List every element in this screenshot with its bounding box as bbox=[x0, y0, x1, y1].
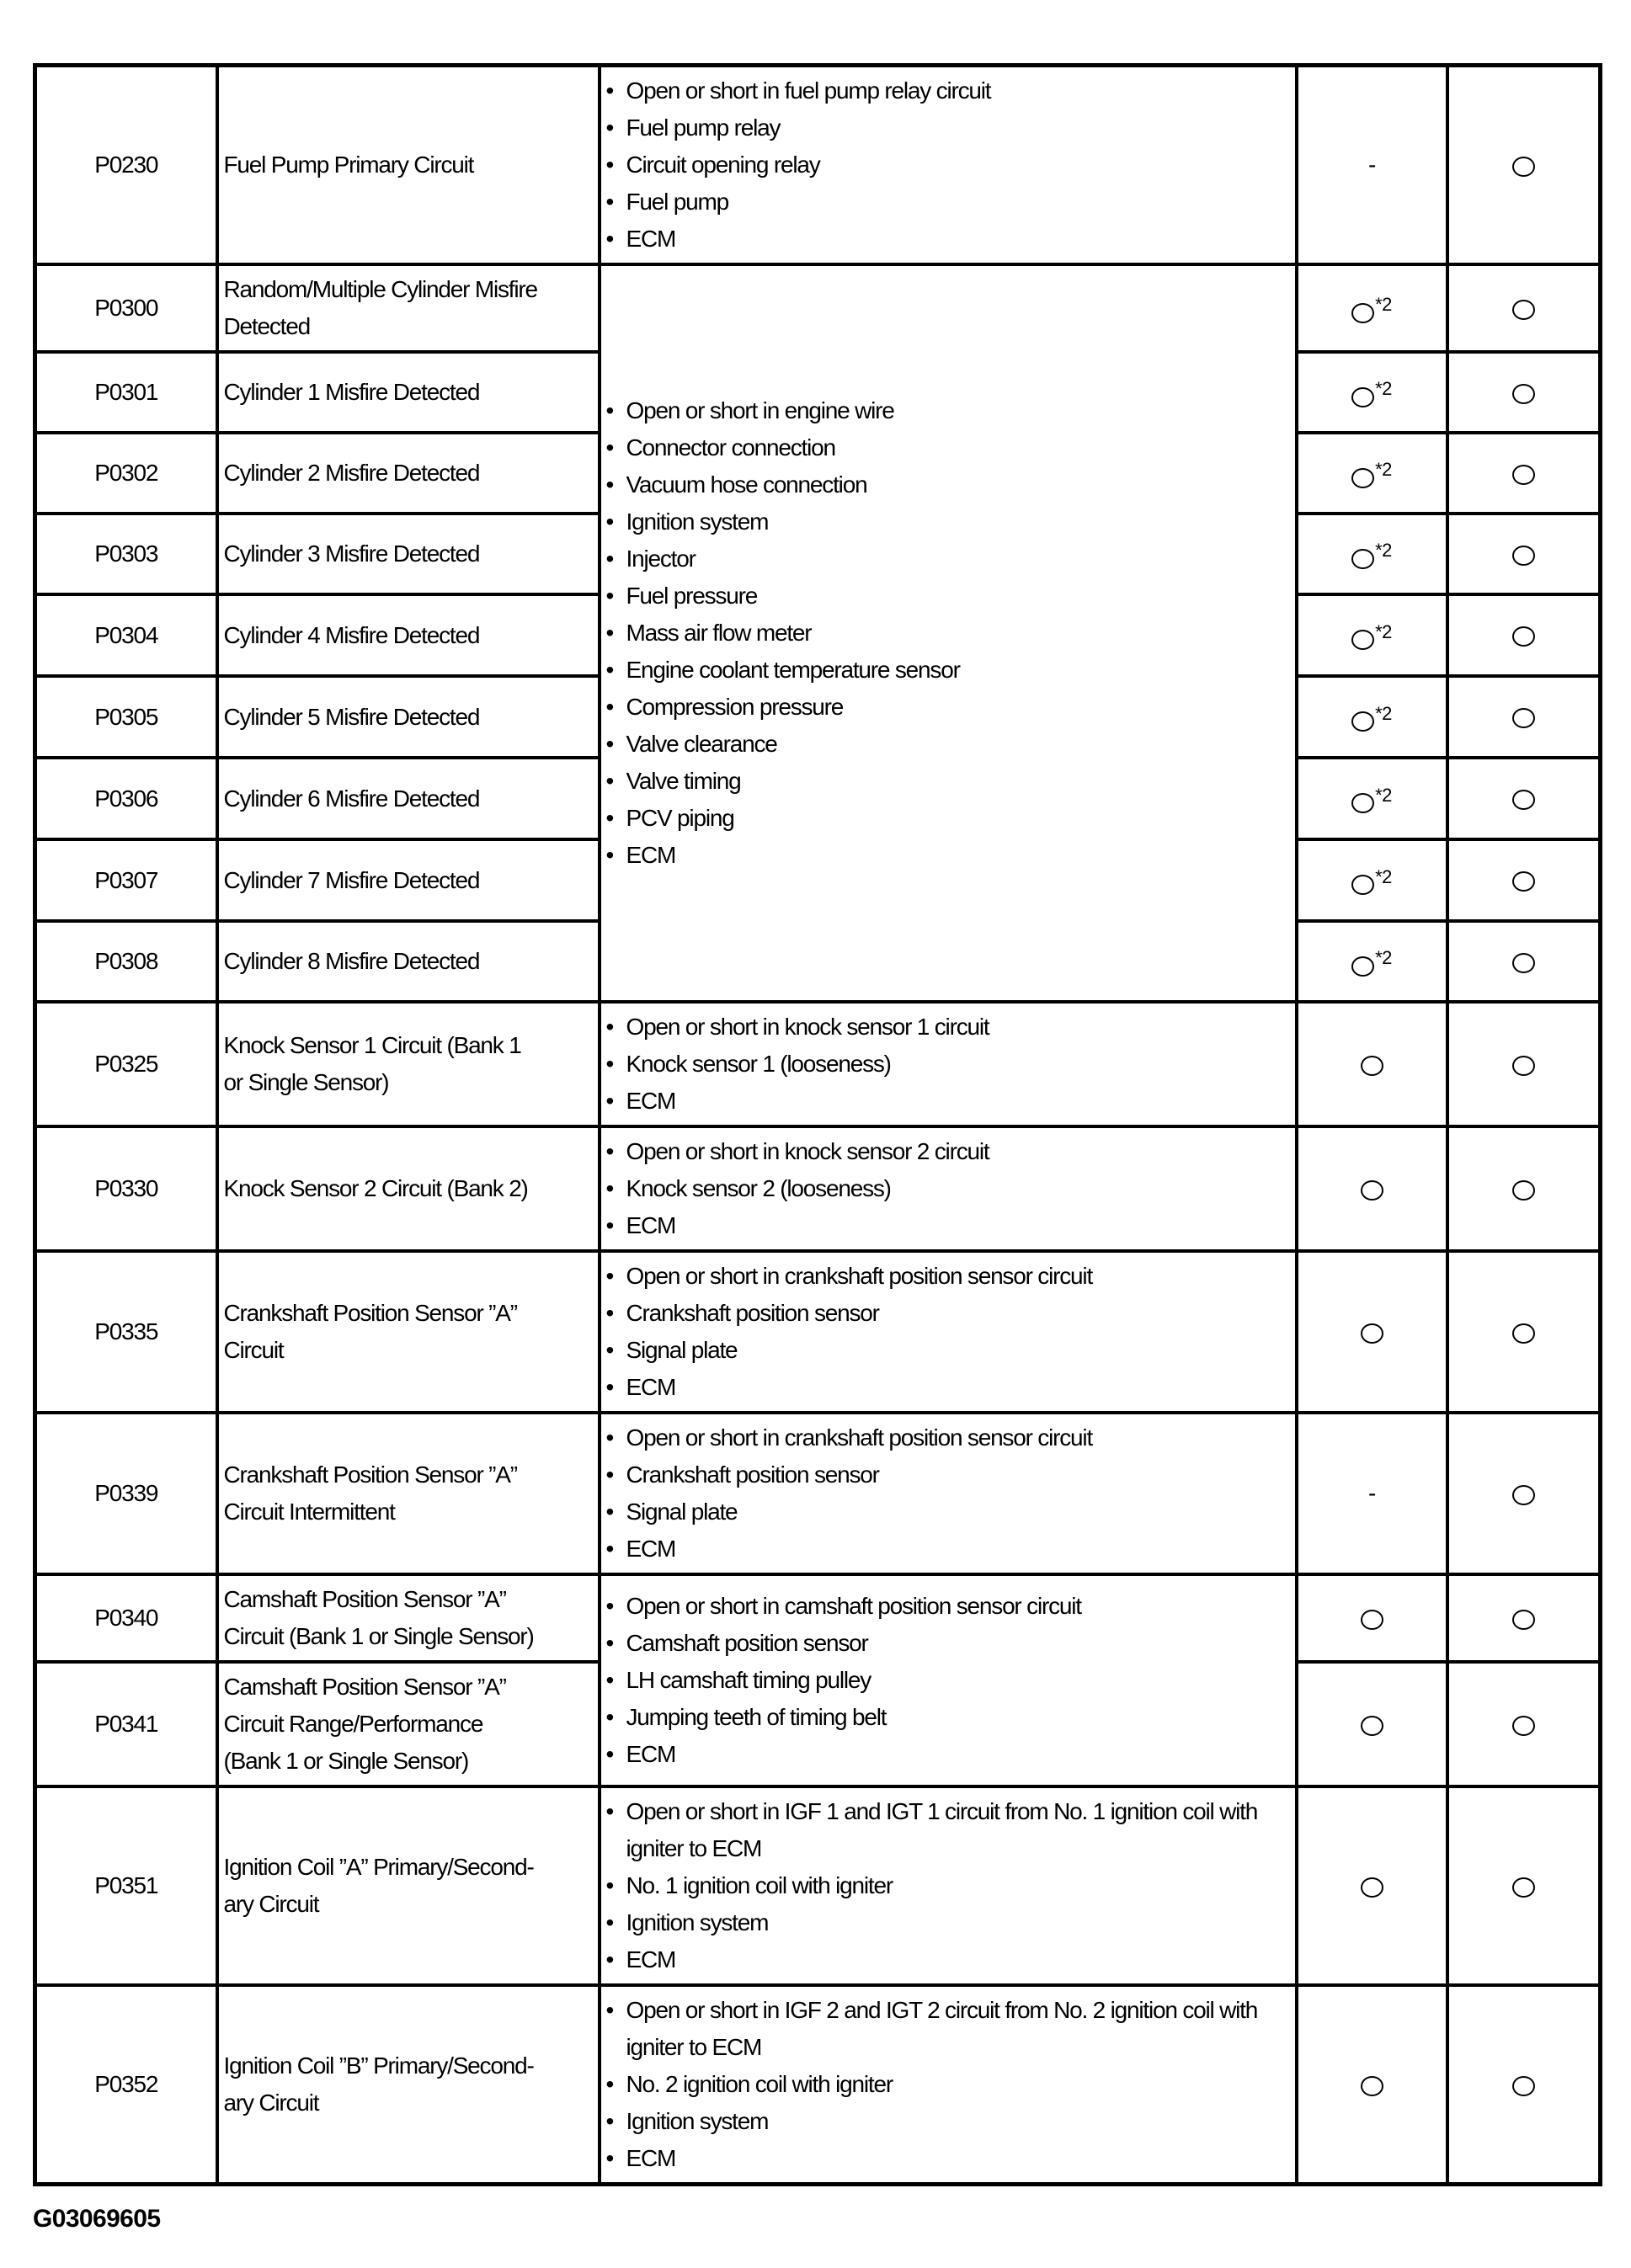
dtc-code-cell: P0351 bbox=[35, 1786, 217, 1985]
circle-mark-icon bbox=[1512, 1716, 1535, 1736]
mark-cell-2 bbox=[1447, 433, 1601, 514]
trouble-area-item bbox=[606, 503, 1290, 540]
circle-mark-icon bbox=[1512, 708, 1535, 728]
trouble-area-item bbox=[606, 1493, 1290, 1531]
trouble-area-item-text: Vacuum hose connection bbox=[626, 471, 867, 498]
mark-cell-1 bbox=[1297, 433, 1447, 514]
bullet-icon: • bbox=[605, 2071, 614, 2097]
trouble-area-item-text: Open or short in camshaft position sensor circuit bbox=[626, 1593, 1081, 1619]
mark-cell-1 bbox=[1297, 514, 1447, 594]
trouble-area-item-text: No. 2 ignition coil with igniter bbox=[626, 2071, 893, 2097]
bullet-icon: • bbox=[605, 77, 614, 104]
bullet-icon: • bbox=[605, 1704, 614, 1730]
trouble-area-item bbox=[606, 800, 1290, 837]
table-row-P0300 bbox=[35, 264, 1601, 352]
detection-item-text: Cylinder 3 Misfire Detected bbox=[223, 540, 480, 567]
circle-mark-icon bbox=[1512, 1056, 1535, 1076]
trouble-area-item bbox=[606, 1009, 1290, 1046]
circle-mark-icon bbox=[1512, 300, 1535, 320]
trouble-area-item-text: Open or short in IGF 2 and IGT 2 circuit from No. 2 ignition coil with igniter to ECM bbox=[626, 1997, 1258, 2060]
detection-item-cell bbox=[217, 1413, 600, 1574]
dtc-code-cell: P0330 bbox=[35, 1126, 217, 1251]
mark-cell-2 bbox=[1447, 921, 1601, 1002]
detection-item-cell bbox=[217, 1126, 600, 1251]
trouble-area-item-text: Connector connection bbox=[626, 434, 835, 461]
circle-mark-note: *2 bbox=[1375, 620, 1392, 642]
circle-mark-note: *2 bbox=[1375, 865, 1392, 887]
trouble-area-item bbox=[606, 184, 1290, 221]
mark-cell-1 bbox=[1297, 1251, 1447, 1413]
circle-mark-note: *2 bbox=[1375, 294, 1392, 315]
bullet-icon: • bbox=[605, 1798, 614, 1824]
circle-mark-note: *2 bbox=[1375, 540, 1392, 561]
trouble-area-item bbox=[606, 1456, 1290, 1493]
trouble-area-item-text: Open or short in IGF 1 and IGT 1 circuit from No. 1 ignition coil with igniter to ECM bbox=[626, 1798, 1258, 1861]
trouble-area-item-text: Fuel pump relay bbox=[626, 114, 781, 141]
circle-mark-note: *2 bbox=[1375, 784, 1392, 806]
bullet-icon: • bbox=[605, 1741, 614, 1767]
dtc-code-cell: P0304 bbox=[35, 594, 217, 676]
trouble-area-item bbox=[606, 1531, 1290, 1568]
trouble-area-item bbox=[606, 109, 1290, 146]
detection-item-text: Cylinder 6 Misfire Detected bbox=[223, 785, 480, 812]
bullet-icon: • bbox=[605, 1946, 614, 1973]
trouble-area-item bbox=[606, 221, 1290, 258]
detection-item-text: Random/Multiple Cylinder Misfire Detected bbox=[223, 276, 537, 339]
trouble-area-item bbox=[606, 1133, 1290, 1170]
trouble-area-item bbox=[606, 1369, 1290, 1406]
trouble-area-item-text: ECM bbox=[626, 2145, 676, 2171]
mark-cell-1 bbox=[1297, 1662, 1447, 1786]
bullet-icon: • bbox=[605, 1300, 614, 1326]
trouble-area-item-text: Valve clearance bbox=[626, 731, 777, 757]
dtc-code-cell: P0340 bbox=[35, 1574, 217, 1662]
dtc-code-cell: P0325 bbox=[35, 1002, 217, 1126]
trouble-area-item-text: ECM bbox=[626, 226, 676, 252]
trouble-area-item-text: Open or short in crankshaft position sensor circuit bbox=[626, 1424, 1093, 1451]
trouble-area-item bbox=[606, 837, 1290, 874]
circle-mark-icon bbox=[1361, 1180, 1383, 1201]
detection-item-text: Cylinder 7 Misfire Detected bbox=[223, 866, 480, 893]
mark-cell-1 bbox=[1297, 594, 1447, 676]
bullet-icon: • bbox=[605, 583, 614, 609]
trouble-area-item bbox=[606, 429, 1290, 466]
detection-item-text: Crankshaft Position Sensor ”A” Circuit bbox=[223, 1300, 517, 1363]
mark-cell-1 bbox=[1297, 264, 1447, 352]
trouble-area-item bbox=[606, 763, 1290, 800]
bullet-icon: • bbox=[605, 434, 614, 461]
trouble-area-item bbox=[606, 1258, 1290, 1295]
detection-item-cell bbox=[217, 1251, 600, 1413]
detection-item-cell bbox=[217, 1985, 600, 2185]
bullet-icon: • bbox=[605, 731, 614, 757]
dtc-code-cell: P0339 bbox=[35, 1413, 217, 1574]
detection-item-text: Cylinder 8 Misfire Detected bbox=[223, 948, 480, 974]
dtc-code-cell: P0341 bbox=[35, 1662, 217, 1786]
trouble-area-item-text: Open or short in knock sensor 1 circuit bbox=[626, 1014, 989, 1040]
trouble-area-item bbox=[606, 1941, 1290, 1978]
trouble-area-item-text: Signal plate bbox=[626, 1337, 738, 1363]
trouble-area-item-text: Crankshaft position sensor bbox=[626, 1300, 879, 1326]
bullet-icon: • bbox=[605, 114, 614, 141]
circle-mark-icon bbox=[1512, 1877, 1535, 1898]
detection-item-text: Fuel Pump Primary Circuit bbox=[223, 152, 474, 178]
trouble-area-item-text: Camshaft position sensor bbox=[626, 1630, 868, 1656]
mark-cell-2 bbox=[1447, 1786, 1601, 1985]
trouble-area-item bbox=[606, 72, 1290, 109]
table-row-P0351 bbox=[35, 1786, 1601, 1985]
bullet-icon: • bbox=[605, 1667, 614, 1693]
mark-cell-2 bbox=[1447, 352, 1601, 433]
trouble-area-item bbox=[606, 1793, 1290, 1867]
trouble-area-cell bbox=[600, 1574, 1297, 1786]
dtc-code-cell: P0300 bbox=[35, 264, 217, 352]
dtc-code-cell: P0303 bbox=[35, 514, 217, 594]
trouble-area-item-text: Ignition system bbox=[626, 1909, 769, 1935]
bullet-icon: • bbox=[605, 1088, 614, 1114]
trouble-area-item-text: ECM bbox=[626, 1946, 676, 1973]
trouble-area-item bbox=[606, 1904, 1290, 1941]
trouble-area-item bbox=[606, 392, 1290, 429]
mark-cell-2 bbox=[1447, 594, 1601, 676]
circle-mark-icon bbox=[1351, 468, 1374, 488]
trouble-area-item bbox=[606, 652, 1290, 689]
circle-mark-icon bbox=[1361, 1877, 1383, 1898]
mark-cell-2 bbox=[1447, 1413, 1601, 1574]
trouble-area-item-text: Open or short in knock sensor 2 circuit bbox=[626, 1138, 989, 1164]
mark-cell-2 bbox=[1447, 1985, 1601, 2185]
table-row-P0325 bbox=[35, 1002, 1601, 1126]
bullet-icon: • bbox=[605, 1630, 614, 1656]
circle-mark-note: *2 bbox=[1375, 378, 1392, 399]
bullet-icon: • bbox=[605, 1461, 614, 1488]
bullet-icon: • bbox=[605, 1872, 614, 1898]
mark-cell-2 bbox=[1447, 1574, 1601, 1662]
circle-mark-icon bbox=[1512, 384, 1535, 404]
circle-mark-icon bbox=[1512, 1610, 1535, 1630]
detection-item-text: Crankshaft Position Sensor ”A” Circuit Intermittent bbox=[223, 1461, 517, 1525]
trouble-area-cell bbox=[600, 66, 1297, 265]
bullet-icon: • bbox=[605, 805, 614, 831]
circle-mark-icon bbox=[1361, 1056, 1383, 1076]
bullet-icon: • bbox=[605, 1997, 614, 2023]
trouble-area-item bbox=[606, 615, 1290, 652]
bullet-icon: • bbox=[605, 620, 614, 646]
trouble-area-item-text: Circuit opening relay bbox=[626, 152, 820, 178]
trouble-area-item-text: PCV piping bbox=[626, 805, 734, 831]
trouble-area-item bbox=[606, 2066, 1290, 2103]
mark-cell-1 bbox=[1297, 1985, 1447, 2185]
dtc-code-cell: P0307 bbox=[35, 839, 217, 921]
circle-mark-icon bbox=[1351, 793, 1374, 813]
circle-mark-icon bbox=[1512, 953, 1535, 973]
detection-item-text: Knock Sensor 1 Circuit (Bank 1 or Single Sensor) bbox=[223, 1032, 521, 1095]
mark-cell-1 bbox=[1297, 1413, 1447, 1574]
trouble-area-item bbox=[606, 726, 1290, 763]
detection-item-cell bbox=[217, 66, 600, 265]
circle-mark-icon bbox=[1361, 1323, 1383, 1344]
mark-cell-2 bbox=[1447, 514, 1601, 594]
circle-mark-icon bbox=[1512, 626, 1535, 647]
dash-mark: - bbox=[1367, 1480, 1376, 1506]
circle-mark-icon bbox=[1512, 871, 1535, 892]
mark-cell-2 bbox=[1447, 1251, 1601, 1413]
trouble-area-item-text: Jumping teeth of timing belt bbox=[626, 1704, 887, 1730]
mark-cell-1 bbox=[1297, 66, 1447, 265]
bullet-icon: • bbox=[605, 768, 614, 794]
mark-cell-1 bbox=[1297, 921, 1447, 1002]
trouble-area-item-text: Engine coolant temperature sensor bbox=[626, 657, 960, 683]
trouble-area-cell bbox=[600, 1985, 1297, 2185]
circle-mark-icon bbox=[1361, 1610, 1383, 1630]
detection-item-cell bbox=[217, 839, 600, 921]
trouble-area-item-text: ECM bbox=[626, 1374, 676, 1400]
mark-cell-1 bbox=[1297, 1126, 1447, 1251]
bullet-icon: • bbox=[605, 471, 614, 498]
trouble-area-item-text: Valve timing bbox=[626, 768, 741, 794]
detection-item-cell bbox=[217, 676, 600, 758]
circle-mark-icon bbox=[1512, 1323, 1535, 1344]
bullet-icon: • bbox=[605, 2108, 614, 2134]
trouble-area-item bbox=[606, 1662, 1290, 1699]
bullet-icon: • bbox=[605, 1424, 614, 1451]
mark-cell-1 bbox=[1297, 839, 1447, 921]
table-row-P0230 bbox=[35, 66, 1601, 265]
circle-mark-note: *2 bbox=[1375, 702, 1392, 724]
mark-cell-1 bbox=[1297, 1002, 1447, 1126]
circle-mark-icon bbox=[1351, 387, 1374, 407]
bullet-icon: • bbox=[605, 1374, 614, 1400]
circle-mark-icon bbox=[1351, 875, 1374, 895]
circle-mark-icon bbox=[1512, 157, 1535, 177]
table-row-P0330 bbox=[35, 1126, 1601, 1251]
bullet-icon: • bbox=[605, 1593, 614, 1619]
trouble-area-item-text: ECM bbox=[626, 1088, 676, 1114]
mark-cell-1 bbox=[1297, 676, 1447, 758]
circle-mark-icon bbox=[1361, 1716, 1383, 1736]
trouble-area-item bbox=[606, 1625, 1290, 1662]
detection-item-cell bbox=[217, 758, 600, 839]
mark-cell-1 bbox=[1297, 1786, 1447, 1985]
bullet-icon: • bbox=[605, 657, 614, 683]
detection-item-text: Camshaft Position Sensor ”A” Circuit Range/Performance (Bank 1 or Single Sensor) bbox=[223, 1674, 506, 1774]
trouble-area-item bbox=[606, 2103, 1290, 2140]
mark-cell-1 bbox=[1297, 1574, 1447, 1662]
trouble-area-item-text: Compression pressure bbox=[626, 694, 844, 720]
trouble-area-item bbox=[606, 1207, 1290, 1244]
trouble-area-cell bbox=[600, 1002, 1297, 1126]
mark-cell-2 bbox=[1447, 66, 1601, 265]
dtc-code-cell: P0302 bbox=[35, 433, 217, 514]
trouble-area-cell bbox=[600, 264, 1297, 1002]
bullet-icon: • bbox=[605, 842, 614, 868]
detection-item-cell bbox=[217, 1786, 600, 1985]
trouble-area-item-text: Crankshaft position sensor bbox=[626, 1461, 879, 1488]
table-row-P0352 bbox=[35, 1985, 1601, 2185]
trouble-area-item bbox=[606, 1867, 1290, 1904]
mark-cell-2 bbox=[1447, 1126, 1601, 1251]
trouble-area-item bbox=[606, 1295, 1290, 1332]
mark-cell-1 bbox=[1297, 352, 1447, 433]
bullet-icon: • bbox=[605, 1051, 614, 1077]
circle-mark-icon bbox=[1351, 630, 1374, 650]
bullet-icon: • bbox=[605, 546, 614, 572]
trouble-area-item bbox=[606, 689, 1290, 726]
trouble-area-item-text: Mass air flow meter bbox=[626, 620, 812, 646]
bullet-icon: • bbox=[605, 694, 614, 720]
dtc-code-cell: P0308 bbox=[35, 921, 217, 1002]
detection-item-cell bbox=[217, 1574, 600, 1662]
circle-mark-icon bbox=[1361, 2076, 1383, 2096]
bullet-icon: • bbox=[605, 1014, 614, 1040]
dtc-code-cell: P0230 bbox=[35, 66, 217, 265]
detection-item-text: Cylinder 5 Misfire Detected bbox=[223, 703, 480, 730]
trouble-area-item bbox=[606, 1992, 1290, 2066]
detection-item-text: Camshaft Position Sensor ”A” Circuit (Bank 1 or Single Sensor) bbox=[223, 1586, 534, 1649]
detection-item-text: Cylinder 4 Misfire Detected bbox=[223, 621, 480, 648]
detection-item-text: Cylinder 1 Misfire Detected bbox=[223, 379, 480, 405]
bullet-icon: • bbox=[605, 1337, 614, 1363]
dtc-code-cell: P0305 bbox=[35, 676, 217, 758]
trouble-area-cell bbox=[600, 1413, 1297, 1574]
bullet-icon: • bbox=[605, 1138, 614, 1164]
dtc-code-cell: P0301 bbox=[35, 352, 217, 433]
mark-cell-2 bbox=[1447, 758, 1601, 839]
trouble-area-item-text: Open or short in engine wire bbox=[626, 397, 894, 423]
trouble-area-item-text: Open or short in fuel pump relay circuit bbox=[626, 77, 991, 104]
trouble-area-item bbox=[606, 578, 1290, 615]
bullet-icon: • bbox=[605, 2145, 614, 2171]
bullet-icon: • bbox=[605, 1499, 614, 1525]
trouble-area-item-text: Knock sensor 1 (looseness) bbox=[626, 1051, 891, 1077]
trouble-area-cell bbox=[600, 1126, 1297, 1251]
trouble-area-item bbox=[606, 1046, 1290, 1083]
trouble-area-cell bbox=[600, 1786, 1297, 1985]
mark-cell-2 bbox=[1447, 676, 1601, 758]
detection-item-cell bbox=[217, 352, 600, 433]
detection-item-cell bbox=[217, 514, 600, 594]
trouble-area-item bbox=[606, 540, 1290, 578]
dtc-code-cell: P0352 bbox=[35, 1985, 217, 2185]
trouble-area-item-text: ECM bbox=[626, 1741, 676, 1767]
circle-mark-icon bbox=[1351, 303, 1374, 323]
detection-item-text: Knock Sensor 2 Circuit (Bank 2) bbox=[223, 1175, 528, 1201]
bullet-icon: • bbox=[605, 1536, 614, 1562]
trouble-area-item-text: Open or short in crankshaft position sensor circuit bbox=[626, 1263, 1093, 1289]
trouble-area-item bbox=[606, 1083, 1290, 1120]
dash-mark: - bbox=[1367, 152, 1376, 178]
dtc-code-cell: P0335 bbox=[35, 1251, 217, 1413]
mark-cell-2 bbox=[1447, 1662, 1601, 1786]
circle-mark-icon bbox=[1512, 790, 1535, 810]
trouble-area-item-text: Knock sensor 2 (looseness) bbox=[626, 1175, 891, 1201]
circle-mark-icon bbox=[1351, 549, 1374, 569]
detection-item-text: Ignition Coil ”B” Primary/Second- ary Circuit bbox=[223, 2052, 534, 2116]
detection-item-cell bbox=[217, 594, 600, 676]
detection-item-cell bbox=[217, 264, 600, 352]
bullet-icon: • bbox=[605, 189, 614, 215]
detection-item-cell bbox=[217, 433, 600, 514]
trouble-area-item-text: Injector bbox=[626, 546, 696, 572]
bullet-icon: • bbox=[605, 1175, 614, 1201]
detection-item-text: Cylinder 2 Misfire Detected bbox=[223, 460, 480, 486]
trouble-area-item bbox=[606, 1588, 1290, 1625]
bullet-icon: • bbox=[605, 1263, 614, 1289]
trouble-area-item-text: ECM bbox=[626, 1536, 676, 1562]
circle-mark-icon bbox=[1351, 711, 1374, 732]
trouble-area-item-text: Fuel pressure bbox=[626, 583, 758, 609]
trouble-area-item-text: Signal plate bbox=[626, 1499, 738, 1525]
mark-cell-2 bbox=[1447, 264, 1601, 352]
circle-mark-note: *2 bbox=[1375, 947, 1392, 968]
bullet-icon: • bbox=[605, 397, 614, 423]
circle-mark-icon bbox=[1512, 465, 1535, 485]
table-row-P0339 bbox=[35, 1413, 1601, 1574]
trouble-area-item-text: LH camshaft timing pulley bbox=[626, 1667, 871, 1693]
dtc-table-body bbox=[35, 66, 1601, 2185]
figure-id-label: G03069605 bbox=[33, 2205, 161, 2233]
mark-cell-1 bbox=[1297, 758, 1447, 839]
circle-mark-icon bbox=[1512, 1180, 1535, 1201]
detection-item-text: Ignition Coil ”A” Primary/Second- ary Circuit bbox=[223, 1854, 534, 1917]
circle-mark-icon bbox=[1351, 956, 1374, 977]
detection-item-cell bbox=[217, 921, 600, 1002]
trouble-area-item bbox=[606, 466, 1290, 503]
trouble-area-item bbox=[606, 1170, 1290, 1207]
trouble-area-item bbox=[606, 1699, 1290, 1736]
circle-mark-note: *2 bbox=[1375, 459, 1392, 480]
trouble-area-item bbox=[606, 146, 1290, 184]
trouble-area-item bbox=[606, 1419, 1290, 1456]
bullet-icon: • bbox=[605, 1212, 614, 1238]
trouble-area-item-text: Ignition system bbox=[626, 508, 769, 535]
circle-mark-icon bbox=[1512, 546, 1535, 566]
bullet-icon: • bbox=[605, 226, 614, 252]
trouble-area-cell bbox=[600, 1251, 1297, 1413]
table-row-P0335 bbox=[35, 1251, 1601, 1413]
trouble-area-item bbox=[606, 1736, 1290, 1773]
bullet-icon: • bbox=[605, 1909, 614, 1935]
dtc-table bbox=[33, 63, 1602, 2186]
mark-cell-2 bbox=[1447, 839, 1601, 921]
trouble-area-item-text: No. 1 ignition coil with igniter bbox=[626, 1872, 893, 1898]
trouble-area-item-text: ECM bbox=[626, 842, 676, 868]
bullet-icon: • bbox=[605, 152, 614, 178]
detection-item-cell bbox=[217, 1002, 600, 1126]
trouble-area-item-text: ECM bbox=[626, 1212, 676, 1238]
circle-mark-icon bbox=[1512, 2076, 1535, 2096]
trouble-area-item-text: Ignition system bbox=[626, 2108, 769, 2134]
detection-item-cell bbox=[217, 1662, 600, 1786]
circle-mark-icon bbox=[1512, 1485, 1535, 1505]
mark-cell-2 bbox=[1447, 1002, 1601, 1126]
table-row-P0340 bbox=[35, 1574, 1601, 1662]
trouble-area-item-text: Fuel pump bbox=[626, 189, 728, 215]
dtc-code-cell: P0306 bbox=[35, 758, 217, 839]
trouble-area-item bbox=[606, 1332, 1290, 1369]
trouble-area-item bbox=[606, 2140, 1290, 2177]
bullet-icon: • bbox=[605, 508, 614, 535]
